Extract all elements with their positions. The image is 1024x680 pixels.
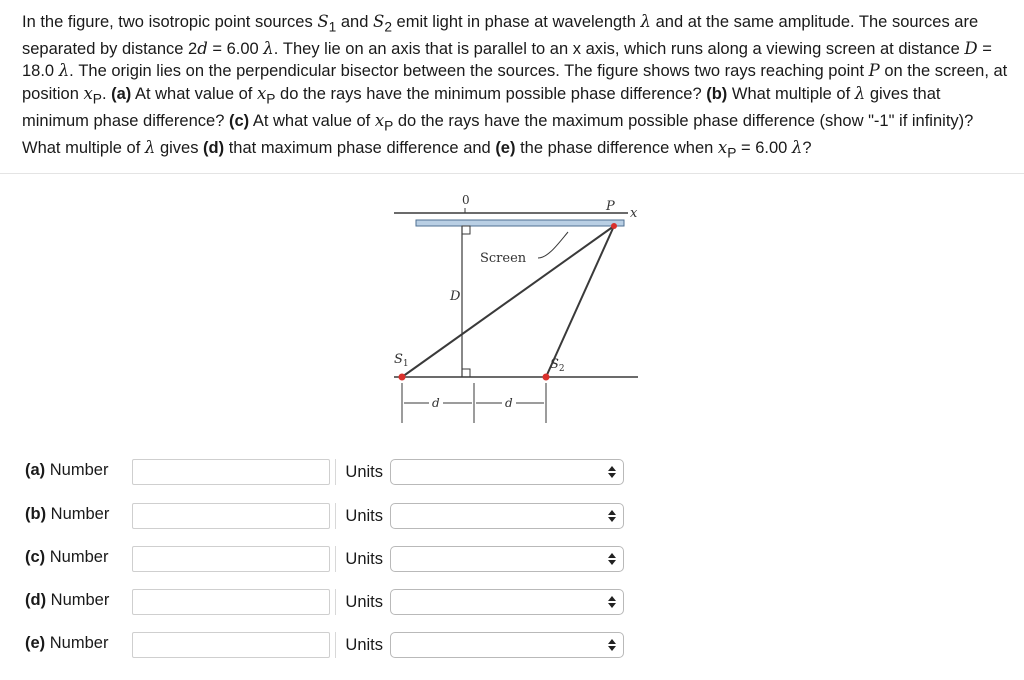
q-symbol: d bbox=[197, 38, 208, 58]
answer-row-b bbox=[0, 503, 1024, 533]
origin-label: 0 bbox=[462, 193, 470, 207]
units-select-e[interactable] bbox=[390, 632, 624, 658]
q-text: In the figure, two isotropic point sources bbox=[22, 13, 318, 31]
q-text: . bbox=[101, 85, 112, 104]
answer-label-a: (a) Number bbox=[25, 461, 109, 479]
q-symbol: x bbox=[717, 137, 728, 157]
answer-label-b: (b) Number bbox=[25, 505, 110, 523]
number-input-c[interactable] bbox=[132, 546, 330, 572]
viewing-screen bbox=[416, 220, 624, 226]
q-symbol: S bbox=[373, 12, 385, 31]
source-s1-dot bbox=[399, 374, 406, 381]
number-input-b[interactable] bbox=[132, 503, 330, 529]
interference-figure bbox=[380, 186, 650, 431]
screen-leader-line bbox=[538, 232, 568, 258]
number-input-d[interactable] bbox=[132, 589, 330, 615]
ray-from-s1 bbox=[402, 226, 614, 377]
q-symbol: λ bbox=[144, 137, 156, 157]
q-part: (c) bbox=[228, 111, 250, 130]
dim-left-label: d bbox=[432, 396, 440, 410]
units-select-b[interactable] bbox=[390, 503, 624, 529]
dim-right-label: d bbox=[505, 396, 513, 410]
q-text: the phase difference when bbox=[515, 138, 718, 157]
q-text: gives bbox=[155, 138, 204, 157]
q-text: do the rays have the maximum possible phase difference (show "-1" if infinity)? What multiple of bbox=[22, 111, 974, 157]
q-symbol: x bbox=[374, 110, 385, 130]
q-symbol: x bbox=[83, 84, 93, 104]
q-text: ? bbox=[802, 138, 812, 157]
q-symbol: x bbox=[256, 84, 267, 104]
x-axis-label: x bbox=[630, 206, 638, 221]
q-symbol: P bbox=[868, 61, 880, 81]
answer-row-d bbox=[0, 589, 1024, 619]
units-label-b: Units bbox=[335, 503, 383, 529]
units-select-c[interactable] bbox=[390, 546, 624, 572]
source-s1-label: $S_1$ bbox=[394, 352, 409, 369]
select-arrows-icon bbox=[607, 463, 617, 481]
point-p-dot bbox=[611, 223, 617, 229]
q-sub: P bbox=[384, 118, 394, 134]
q-text: . They lie on an axis that is parallel to an x axis, which runs along a viewing screen at distance bbox=[273, 39, 965, 58]
q-sub: 1 bbox=[328, 19, 337, 35]
q-symbol: λ bbox=[640, 12, 652, 31]
q-text: At what value of bbox=[249, 111, 375, 130]
q-sub: P bbox=[92, 91, 102, 107]
number-input-e[interactable] bbox=[132, 632, 330, 658]
select-arrows-icon bbox=[607, 550, 617, 568]
q-symbol: S bbox=[317, 12, 329, 31]
q-part: (a) bbox=[111, 85, 132, 104]
number-input-a[interactable] bbox=[132, 459, 330, 485]
units-label-a: Units bbox=[335, 459, 383, 485]
question-text bbox=[0, 0, 1024, 174]
q-part: (e) bbox=[495, 138, 516, 157]
units-label-c: Units bbox=[335, 546, 383, 572]
source-s2-label: $S_2$ bbox=[550, 357, 565, 374]
answer-row-c bbox=[0, 546, 1024, 576]
q-part: (d) bbox=[203, 138, 225, 157]
units-select-a[interactable] bbox=[390, 459, 624, 485]
q-symbol: λ bbox=[791, 137, 803, 157]
q-text: At what value of bbox=[131, 85, 257, 104]
select-arrows-icon bbox=[607, 636, 617, 654]
units-label-e: Units bbox=[335, 632, 383, 658]
select-arrows-icon bbox=[607, 593, 617, 611]
q-symbol: D bbox=[964, 38, 978, 58]
question-paragraph bbox=[22, 11, 1008, 164]
screen-label: Screen bbox=[480, 251, 527, 266]
q-sub: P bbox=[266, 91, 276, 107]
answer-row-a bbox=[0, 459, 1024, 489]
answer-row-e bbox=[0, 632, 1024, 662]
distance-d-label: D bbox=[450, 289, 461, 304]
q-text: . The origin lies on the perpendicular bisector between the sources. The figure shows two rays reaching point bbox=[69, 62, 869, 81]
select-arrows-icon bbox=[607, 507, 617, 525]
q-text: = 6.00 bbox=[207, 39, 264, 58]
q-symbol: λ bbox=[58, 61, 70, 81]
q-text: and at the same amplitude. The sources are separated by distance 2 bbox=[22, 13, 979, 58]
q-text: on the screen, at position bbox=[22, 62, 1008, 104]
right-angle-mark-top bbox=[462, 226, 470, 234]
q-sub: 2 bbox=[384, 19, 392, 35]
answer-label-d: (d) Number bbox=[25, 591, 110, 609]
ray-from-s2 bbox=[546, 226, 614, 377]
q-sub: P bbox=[727, 145, 737, 161]
q-text: = 6.00 bbox=[736, 138, 792, 157]
q-text: and bbox=[336, 13, 373, 31]
q-text: = 18.0 bbox=[22, 39, 992, 81]
q-symbol: λ bbox=[263, 38, 274, 58]
q-text: emit light in phase at wavelength bbox=[391, 13, 641, 31]
units-select-d[interactable] bbox=[390, 589, 624, 615]
q-text: that maximum phase difference and bbox=[224, 138, 496, 157]
answer-label-e: (e) Number bbox=[25, 634, 109, 652]
q-part: (b) bbox=[706, 85, 728, 104]
q-text: What multiple of bbox=[727, 85, 855, 104]
point-p-label: P bbox=[606, 199, 615, 214]
q-text: gives that minimum phase difference? bbox=[22, 85, 941, 130]
answer-label-c: (c) Number bbox=[25, 548, 109, 566]
units-label-d: Units bbox=[335, 589, 383, 615]
right-angle-mark-bottom bbox=[462, 369, 470, 377]
source-s2-dot bbox=[543, 374, 550, 381]
q-symbol: λ bbox=[854, 84, 866, 104]
q-text: do the rays have the minimum possible phase difference? bbox=[275, 85, 707, 104]
